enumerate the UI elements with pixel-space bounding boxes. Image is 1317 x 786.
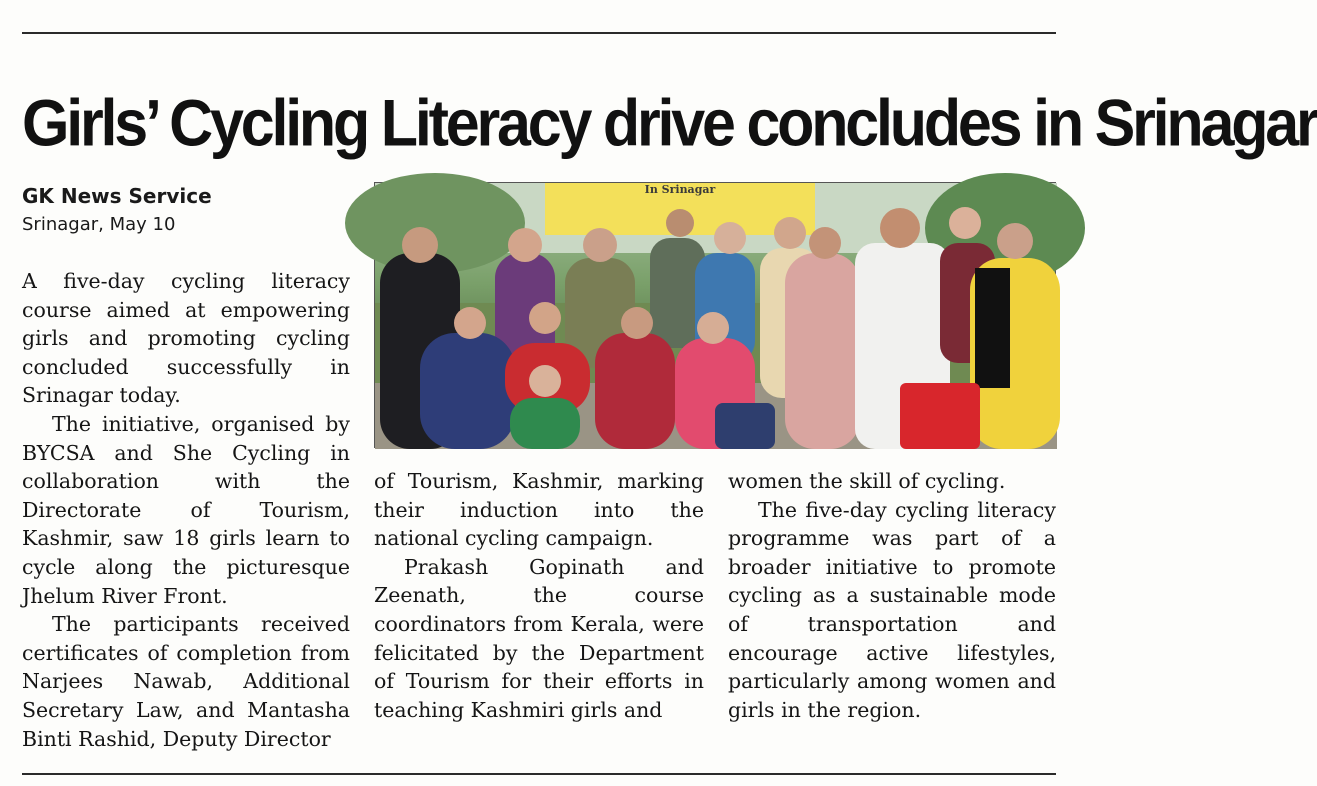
column-1 bbox=[22, 267, 350, 753]
paragraph: The initiative, organised by BYCSA and She Cycling in collaboration with the Directorate of Tourism, Kashmir, saw 18 girls learn to cycle along the picturesque Jhelum River Front. bbox=[22, 411, 350, 608]
paragraph: Prakash Gopinath and Zeenath, the course coordinators from Kerala, were felicitated by the Department of Tourism for their efforts in teaching Kashmiri girls and bbox=[374, 554, 704, 722]
column-3 bbox=[728, 467, 1056, 724]
byline: GK News Service bbox=[22, 184, 212, 208]
paragraph: The participants received certificates of completion from Narjees Nawab, Additional Secretary Law, and Mantasha Binti Rashid, Deputy Director bbox=[22, 612, 350, 751]
column-2 bbox=[374, 467, 704, 724]
paragraph: of Tourism, Kashmir, marking their induction into the national cycling campaign. bbox=[374, 469, 704, 551]
paragraph: women the skill of cycling. bbox=[728, 469, 1006, 493]
photo-banner-text: In Srinagar bbox=[644, 183, 716, 196]
paragraph: A five-day cycling literacy course aimed at empowering girls and promoting cycling concluded successfully in Srinagar today. bbox=[22, 269, 350, 408]
group-photo-illustration bbox=[375, 183, 1057, 449]
paragraph: The five-day cycling literacy programme was part of a broader initiative to promote cycling as a sustainable mode of transportation and encourage active lifestyles, particularly among women and girls in the region. bbox=[728, 497, 1056, 722]
headline: Girls’ Cycling Literacy drive concludes in Srinagar bbox=[22, 86, 1317, 160]
top-rule bbox=[22, 32, 1056, 34]
dateline: Srinagar, May 10 bbox=[22, 214, 176, 235]
group-photo bbox=[374, 182, 1056, 448]
bottom-rule bbox=[22, 773, 1056, 775]
